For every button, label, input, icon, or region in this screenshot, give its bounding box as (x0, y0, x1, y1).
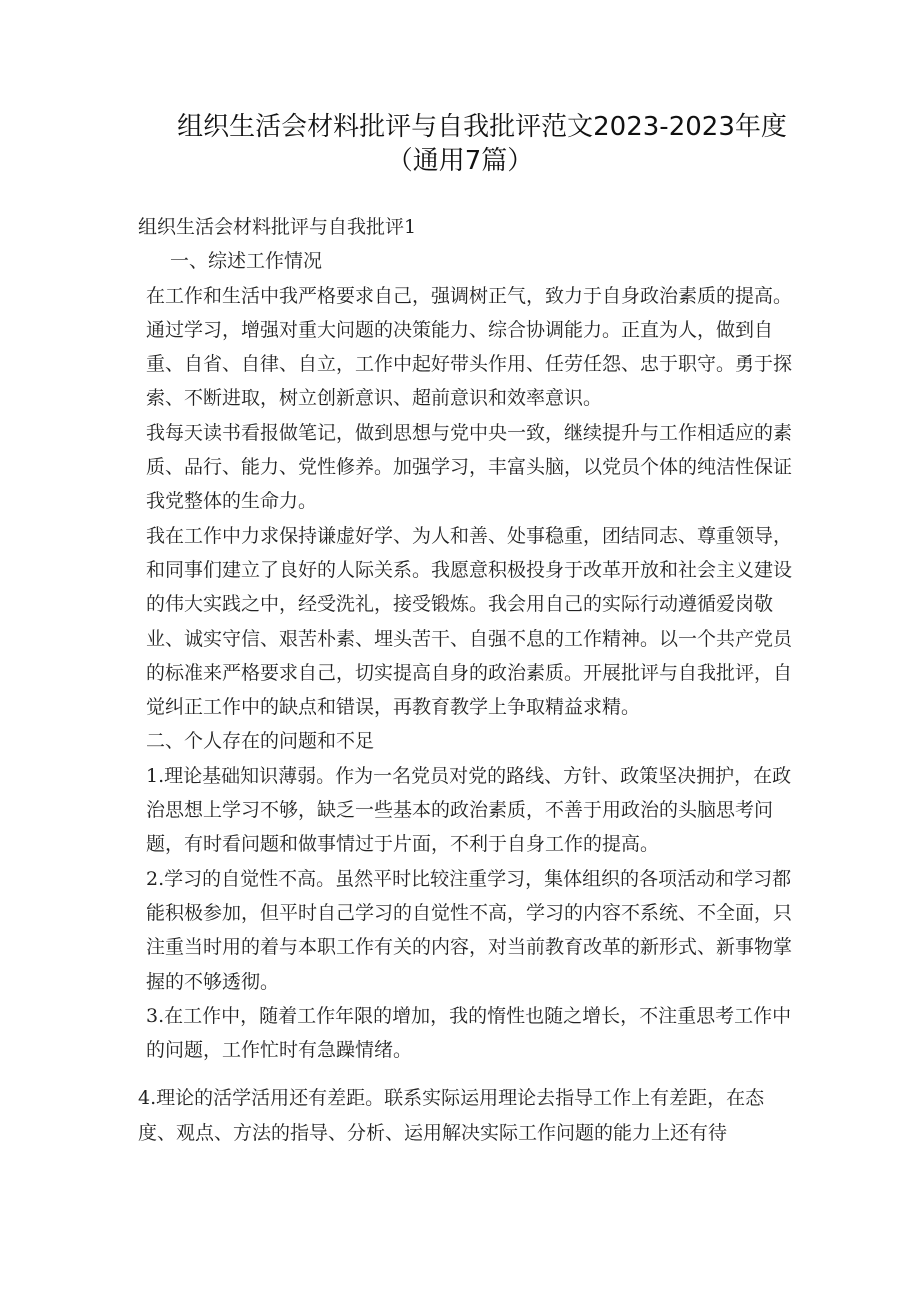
paragraph-2: 我每天读书看报做笔记，做到思想与党中央一致，继续提升与工作相适应的素质、品行、能力、党性修养。加强学习，丰富头脑，以党员个体的纯洁性保证我党整体的生命力。 (146, 421, 793, 513)
problem-item-3: 3.在工作中，随着工作年限的增加，我的惰性也随之增长，不注重思考工作中的问题，工作忙时有急躁情绪。 (146, 1004, 792, 1062)
article-heading: 组织生活会材料批评与自我批评1 (138, 216, 417, 238)
document-body (138, 210, 798, 1150)
document-title: 组织生活会材料批评与自我批评范文2023-2023年度 (177, 112, 787, 142)
problem-item-4: 4.理论的活学活用还有差距。联系实际运用理论去指导工作上有差距，在态度、观点、方法的指导、分析、运用解决实际工作问题的能力上还有待 (138, 1087, 765, 1144)
section-1-title: 一、综述工作情况 (170, 250, 323, 273)
paragraph-1: 在工作和生活中我严格要求自己，强调树正气，致力于自身政治素质的提高。通过学习，增强对重大问题的决策能力、综合协调能力。正直为人，做到自重、自省、自律、自立，工作中起好带头作用、任劳任怨、忠于职守。勇于探索、不断进取，树立创新意识、超前意识和效率意识。 (146, 284, 793, 410)
section-2-title: 二、个人存在的问题和不足 (146, 730, 375, 753)
problem-item-1: 1.理论基础知识薄弱。作为一名党员对党的路线、方针、政策坚决拥护，在政治思想上学习不够，缺乏一些基本的政治素质，不善于用政治的头脑思考问题，有时看问题和做事情过于片面，不利于自身工作的提高。 (146, 764, 792, 856)
problem-item-2: 2.学习的自觉性不高。虽然平时比较注重学习，集体组织的各项活动和学习都能积极参加，但平时自己学习的自觉性不高，学习的内容不系统、不全面，只注重当时用的着与本职工作有关的内容，对当前教育改革的新形式、新事物掌握的不够透彻。 (146, 867, 793, 993)
document-subtitle: （通用7篇） (386, 146, 534, 176)
paragraph-3: 我在工作中力求保持谦虚好学、为人和善、处事稳重，团结同志、尊重领导，和同事们建立了良好的人际关系。我愿意积极投身于改革开放和社会主义建设的伟大实践之中，经受洗礼，接受锻炼。我会用自己的实际行动遵循爱岗敬业、诚实守信、艰苦朴素、埋头苦干、自强不息的工作精神。以一个共产党员的标准来严格要求自己，切实提高自身的政治素质。开展批评与自我批评，自觉纠正工作中的缺点和错误，再教育教学上争取精益求精。 (146, 524, 793, 719)
